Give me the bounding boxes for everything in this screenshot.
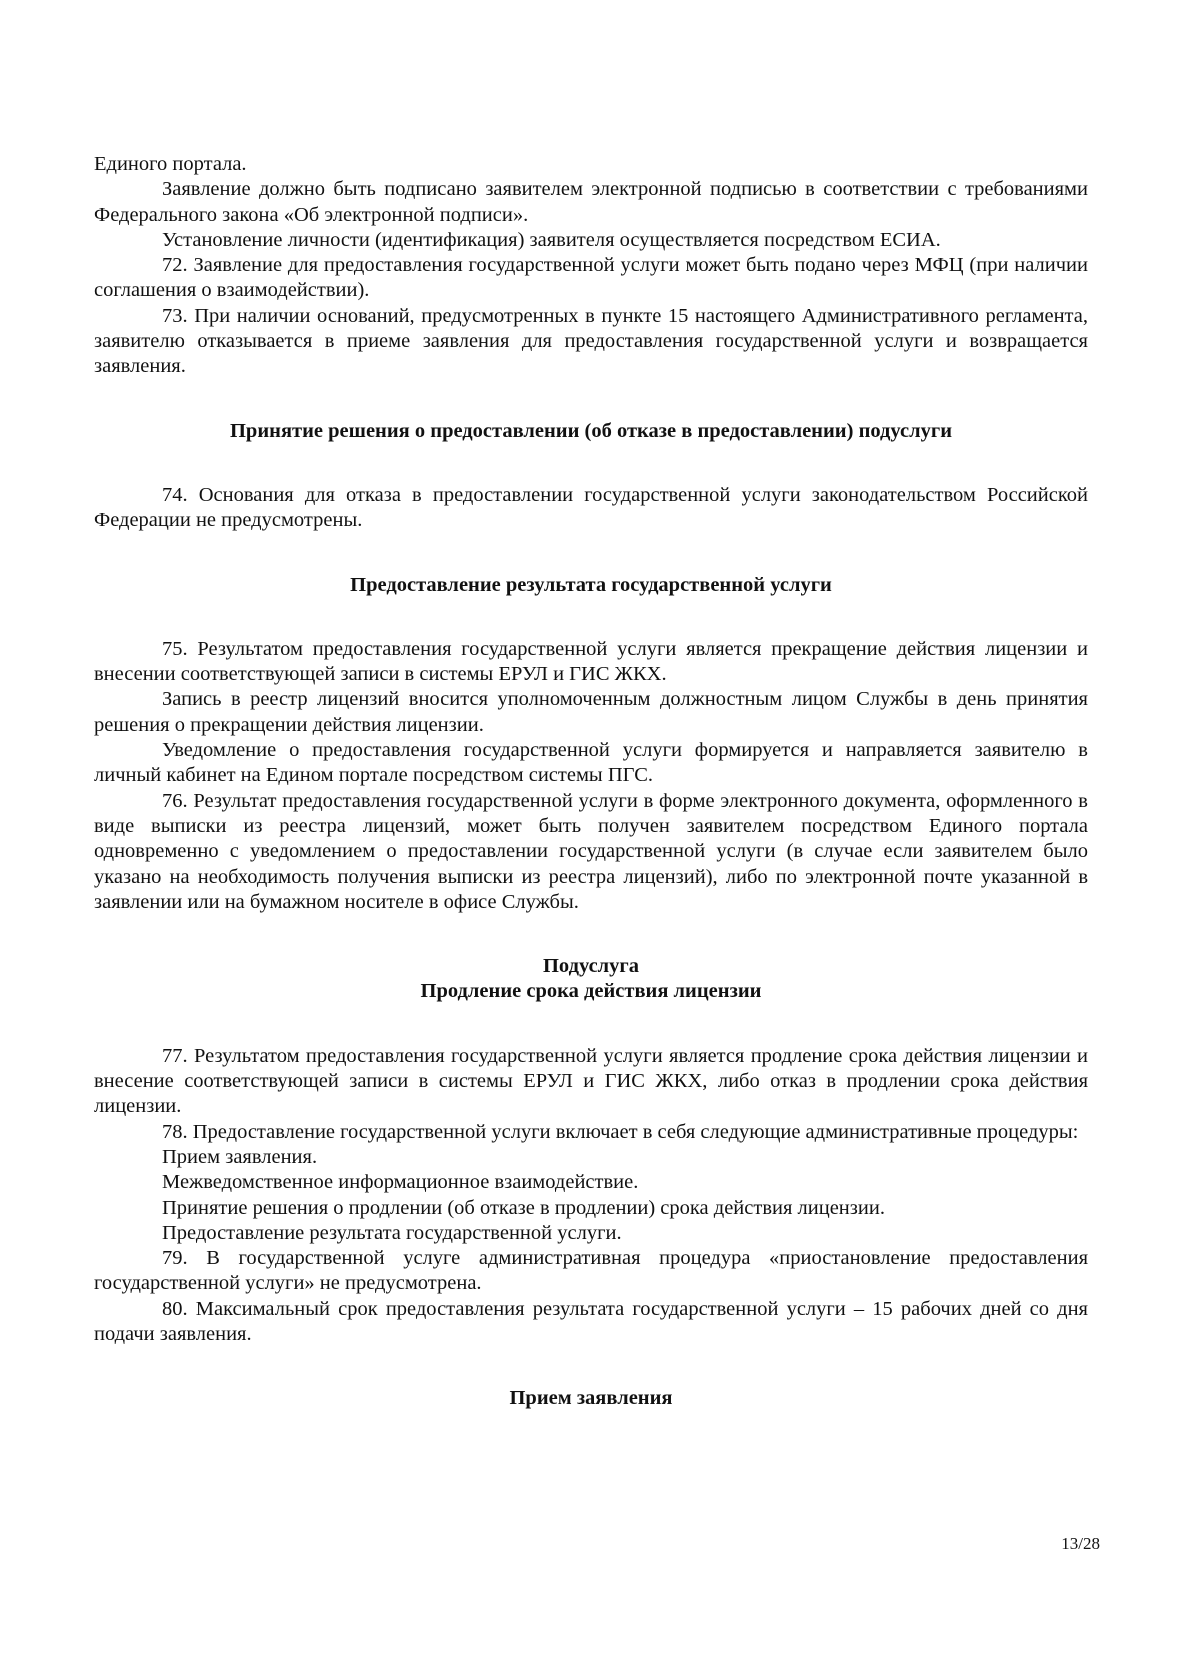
spacer [94, 380, 1088, 419]
section-heading: Предоставление результата государственной услуги [350, 573, 832, 596]
spacer [94, 598, 1088, 637]
paragraph: Заявление должно быть подписано заявителем электронной подписью в соответствии с требованиями Федерального закона «Об электронной подписи». [94, 178, 1088, 226]
paragraph: 78. Предоставление государственной услуги включает в себя следующие административные процедуры: [162, 1120, 1079, 1143]
paragraph: 72. Заявление для предоставления государственной услуги может быть подано через МФЦ (при наличии соглашения о взаимодействии). [94, 254, 1088, 302]
paragraph: 76. Результат предоставления государственной услуги в форме электронного документа, оформленного в виде выписки из реестра лицензий, может быть получен заявителем посредством Единого портала одновременно с уведомлением о предоставлении государственной услуги (в случае если заявителем было указано на необходимость получения выписки из реестра лицензий), либо по электронной почте указанной в заявлении или на бумажном носителе в офисе Службы. [94, 789, 1088, 913]
paragraph: Уведомление о предоставления государственной услуги формируется и направляется заявителю в личный кабинет на Едином портале посредством системы ПГС. [94, 739, 1088, 787]
document-body [94, 152, 1088, 1451]
paragraph: Установление личности (идентификация) заявителя осуществляется посредством ЕСИА. [162, 228, 941, 251]
section-heading: Подуслуга [542, 955, 639, 978]
spacer [94, 915, 1088, 954]
list-item: Принятие решения о продлении (об отказе в продлении) срока действия лицензии. [162, 1196, 885, 1219]
list-item: Предоставление результата государственной услуги. [162, 1221, 622, 1244]
list-item: Межведомственное информационное взаимодействие. [162, 1171, 639, 1194]
spacer [94, 534, 1088, 573]
page-number: 13/28 [1061, 1534, 1100, 1553]
spacer [94, 1005, 1088, 1044]
list-item: Прием заявления. [162, 1145, 318, 1168]
paragraph: 77. Результатом предоставления государственной услуги является продление срока действия лицензии и внесение соответствующей записи в системы ЕРУЛ и ГИС ЖКХ, либо отказ в продлении срока действия лицензии. [94, 1044, 1088, 1118]
spacer [94, 1412, 1088, 1451]
spacer [94, 444, 1088, 483]
section-heading: Принятие решения о предоставлении (об отказе в предоставлении) подуслуги [229, 419, 953, 442]
section-heading: Продление срока действия лицензии [420, 980, 762, 1003]
paragraph: Единого портала. [94, 153, 247, 175]
section-heading: Прием заявления [509, 1387, 673, 1410]
paragraph: 73. При наличии оснований, предусмотренных в пункте 15 настоящего Административного регламента, заявителю отказывается в приеме заявления для предоставления государственной услуги и возвращается заявления. [94, 304, 1088, 378]
paragraph: 79. В государственной услуге административная процедура «приостановление предоставления государственной услуги» не предусмотрена. [94, 1247, 1088, 1295]
paragraph: Запись в реестр лицензий вносится уполномоченным должностным лицом Службы в день принятия решения о прекращении действия лицензии. [94, 688, 1088, 736]
paragraph: 74. Основания для отказа в предоставлении государственной услуги законодательством Российской Федерации не предусмотрены. [94, 483, 1088, 532]
paragraph: 75. Результатом предоставления государственной услуги является прекращение действия лицензии и внесении соответствующей записи в системы ЕРУЛ и ГИС ЖКХ. [94, 637, 1088, 686]
paragraph: 80. Максимальный срок предоставления результата государственной услуги – 15 рабочих дней со дня подачи заявления. [94, 1297, 1088, 1345]
spacer [94, 1347, 1088, 1386]
